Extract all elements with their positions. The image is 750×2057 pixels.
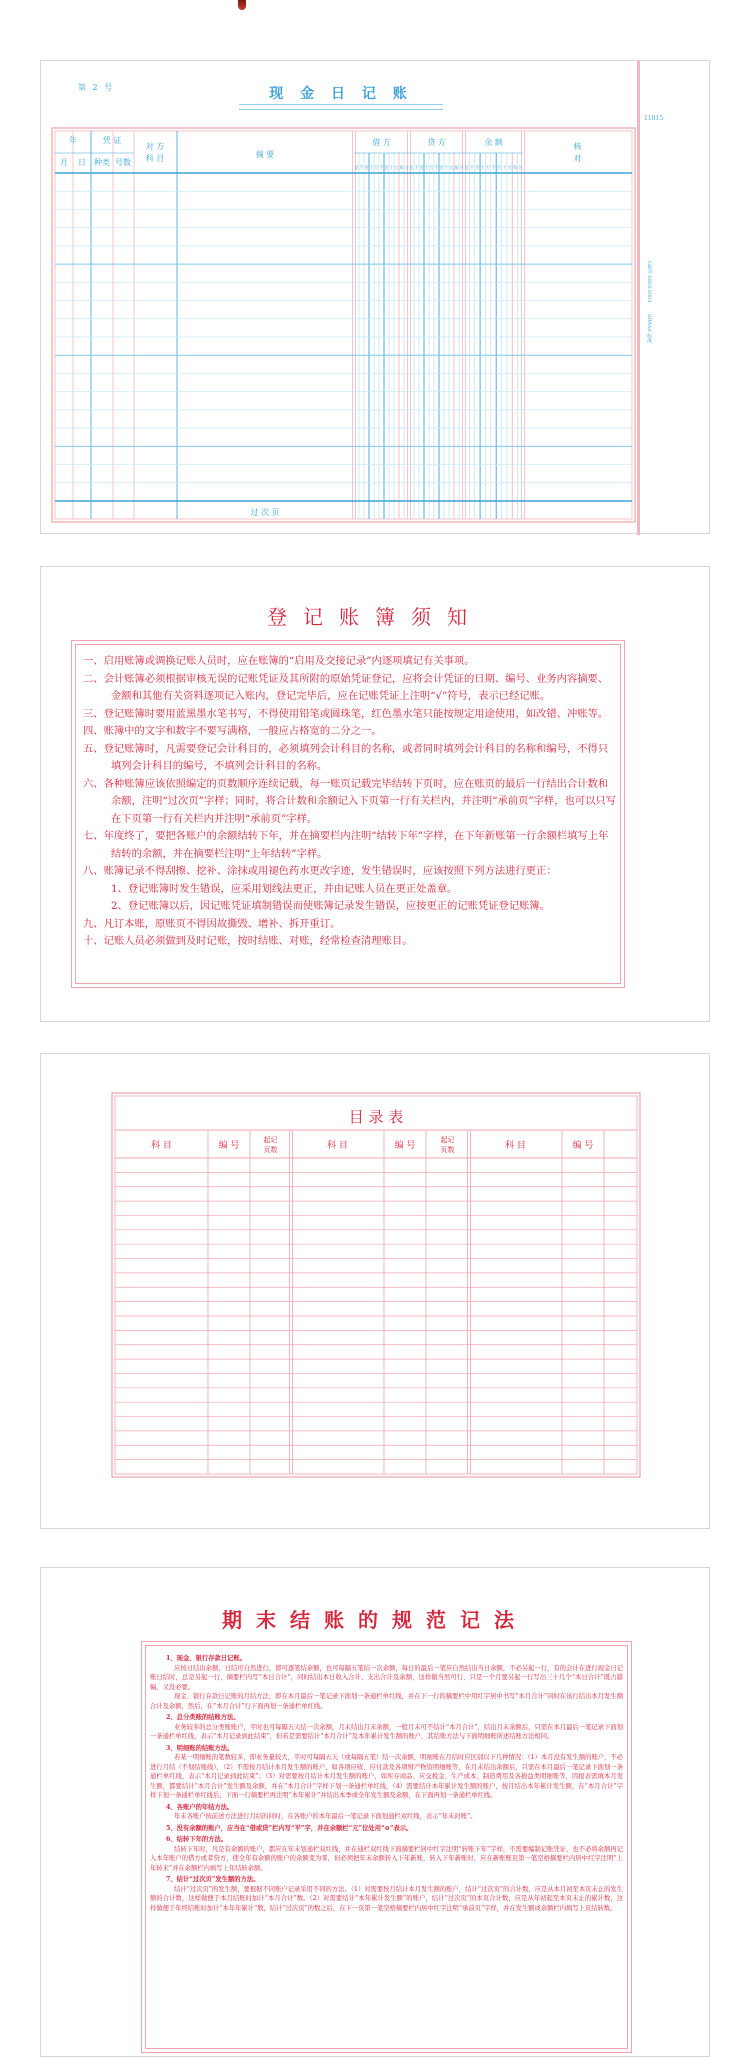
header-start-page-2: 页数 <box>263 1146 278 1154</box>
header-voucher-no: 号数 <box>115 158 131 167</box>
header-summary: 摘 要 <box>255 150 275 159</box>
notice-subitem: 2、登记账簿以后，因记账凭证填制错误而使账簿记录发生错误，应按更正的记账凭证登记账簿。 <box>111 900 551 912</box>
section-heading: 3、明细账的结账方法。 <box>166 1744 234 1752</box>
digit-label: 万 <box>485 166 491 171</box>
header-counter-account: 对 方 <box>145 142 165 151</box>
notice-box <box>71 640 625 988</box>
notice-item: 九、凡订本账，原账页不得因故撕毁、增补、拆开重订。 <box>83 917 341 930</box>
side-brand-text: SIMAA 标准 <box>646 314 652 344</box>
section-heading: 2、总分类账的结账方法。 <box>166 1714 240 1721</box>
digit-label: 千 <box>359 166 364 171</box>
table-frame-inner <box>115 1096 637 1474</box>
header-check: 核 <box>573 142 582 151</box>
header-year: 年 <box>69 136 77 145</box>
cash-journal-page <box>40 60 710 534</box>
digit-label: 万 <box>374 166 379 171</box>
form-code: 11015 <box>644 115 664 122</box>
digit-label: 百 <box>384 166 389 171</box>
header-credit: 贷 方 <box>427 138 446 147</box>
header-counter-account-2: 科 目 <box>145 154 165 163</box>
section-heading: 6、结转下年的方法。 <box>166 1836 228 1843</box>
notice-item: 五、登记账簿时，凡需要登记会计科目的，必须填列会计科目的名称，或者同时填列会计科目的名称和编号，不得只填列会计科目的编号，不填列会计科目的名称。 <box>83 742 609 772</box>
header-number: 编 号 <box>218 1141 240 1151</box>
bookkeeping-notice-page <box>40 566 710 1022</box>
digit-label: 百 <box>364 166 369 171</box>
footer-carry-forward: 过 次 页 <box>250 508 280 517</box>
ledger-grid <box>51 127 636 523</box>
closing-title: 期末结账的规范记法 <box>222 1608 528 1632</box>
digit-label: 分 <box>459 166 464 171</box>
header-balance: 余 额 <box>484 138 503 147</box>
contents-title: 目 录 表 <box>348 1108 404 1126</box>
digit-label: 十 <box>480 166 486 171</box>
header-voucher-type: 种类 <box>94 158 110 167</box>
header-start-page: 起记 <box>263 1136 278 1144</box>
ledger-frame <box>52 128 635 522</box>
section-heading: 4、各账户的年结方法。 <box>166 1803 234 1811</box>
header-start-page-2: 页数 <box>440 1146 455 1154</box>
ledger-frame-inner <box>55 131 632 519</box>
digit-label: 元 <box>507 166 512 171</box>
digit-label: 分 <box>518 166 523 171</box>
digit-label: 角 <box>512 166 518 171</box>
header-check-2: 对 <box>573 154 582 163</box>
digit-label: 十 <box>444 166 449 171</box>
notice-item: 四、账簿中的文字和数字不要写满格，一般应占格宽的二分之一。 <box>83 725 382 737</box>
header-day: 日 <box>78 158 86 167</box>
notice-item: 七、年度终了，要把各账户的余额结转下年，并在摘要栏内注明“结转下年”字样，在下年新账第一行余额栏填写上年结转的余额，并在摘要栏注明“上年结转”字样。 <box>83 830 609 860</box>
notice-subitem: 1、登记账簿时发生错误，应采用划线法更正，并由记账人员在更正处盖章。 <box>111 882 458 895</box>
header-subject: 科 目 <box>151 1141 172 1151</box>
digit-label: 千 <box>469 166 475 171</box>
contents-table <box>111 1092 641 1478</box>
page-number: 第 2 号 <box>78 83 115 92</box>
digit-label: 角 <box>454 166 459 171</box>
section-paragraph: 结计“过次页”的发生额，要根据不同账户记录采用不同的方法。（1）对需要按月结计本月发生额的账户，结计“过次页”的合计数，应是从本月初至本页末止的发生额的合计数，这样做便于本月结账时加计“本月合计”数。（2）对需要结计“本年累计发生额”的账户，结计“过次页”的本页合计数，应是从年初起至本页末止的累计数，这样做便于年终结账时加计“本年年累计”数，结计“过次页”的数之后，在下一页第一笔空格摘要栏内居中红字注明“承前页”字样，并在发生额或余额栏内填写上页结转数。 <box>150 1885 623 1912</box>
digit-label: 分 <box>404 166 409 171</box>
digit-label: 百 <box>475 166 480 171</box>
header-subject: 科 目 <box>505 1141 526 1151</box>
digit-label: 千 <box>491 166 496 171</box>
section-paragraph: 结转下年时，凡是有余额的账户，都应在年末划通栏双红线，并在通栏双红线下面摘要栏居中红字注明“转账下年”字样，不需要编制记账凭证，也不必将余额再记入本年账户的借方或者贷方，使全年有余额的账户的余额变为零，但必须把年末余额转入下年新账，转入下年新账时，应在新账账页第一笔空格摘要栏内居中红字注明“上年转来”并在余额栏内填写上年结转余额。 <box>150 1845 623 1872</box>
section-heading: 1、现金、银行存款日记账。 <box>166 1655 246 1662</box>
notice-item: 二、会计账簿必须根据审核无误的记账凭证及其所附的原始凭证登记，应将会计凭证的日期、编号、业务内容摘要、金额和其他有关资料逐项记入账内，登记完毕后，应在记账凭证上注明“√”符号，表示已经记账。 <box>83 672 609 702</box>
digit-label: 百 <box>496 166 502 171</box>
section-paragraph: 年末各账户按前述方法进行月结的同时，在各账户的本年最后一笔记录下面划通栏双红线，表示“年末封账”。 <box>174 1813 477 1820</box>
digit-label: 十 <box>501 166 507 171</box>
digit-label: 十 <box>424 166 429 171</box>
period-end-closing-page <box>40 1567 710 2057</box>
title-underline <box>239 104 443 110</box>
digit-label: 万 <box>429 166 434 171</box>
section-paragraph: 若某一明细账的笔数较多，即业务量较大，平时可每隔五天（或每隔五笔）结一次余额，明细账在月结时应区别以下几种情况：（1）本月没有发生额的账户，不必进行月结（不划结账线），（2）不需按月结计本月发生额的账户，如各项应收、应付款及各项财产物资明细账等，在月末结出余额后，只需在本月最后一笔记录下面划一条通栏单红线，表示“本月记录到此结束”；（3）对需要按月结计本月发生额的账户，如库存商品、应交税金、生产成本、制造费用及各损益类明细账等，因报表需填本月发生额，都要结计“本月合计”发生额及余额，并在“本月合计”字样下划一条通栏单红线，（4）需要结计本年累计发生额的账户，按月结出本年累计发生额，在“本月合计”字样下划一条通栏单红线后，下面一行摘要栏再注明“本年累计”并结出本季或全年发生额及余额，在下面再划一条通栏单红线。 <box>150 1754 623 1799</box>
header-number: 编 号 <box>572 1141 594 1151</box>
notice-item: 八、账簿记录不得刮擦、挖补、涂抹或用褪色药水更改字迹，发生错误时，应该按照下列方法进行更正： <box>83 865 557 877</box>
digit-label: 亿 <box>354 166 359 171</box>
header-month: 月 <box>60 158 68 167</box>
header-debit: 借 方 <box>372 138 391 147</box>
digit-label: 千 <box>414 166 419 171</box>
section-heading: 5、没有余额的账户，应当在“借或贷”栏内写“平”字，并在余额栏“元”位处用“⊖”表示。 <box>166 1824 413 1832</box>
closing-box <box>141 1641 632 2053</box>
digit-label: 亿 <box>409 166 414 171</box>
pen-tip-decoration <box>238 0 246 10</box>
contents-table-page <box>40 1053 710 1529</box>
section-heading: 7、结计“过次页”发生额的方法。 <box>166 1876 260 1883</box>
digit-label: 元 <box>394 166 399 171</box>
digit-label: 千 <box>434 166 439 171</box>
header-voucher: 凭 证 <box>102 136 122 145</box>
section-paragraph: 业务较多的总分类账账户，平时也可每隔五天结一次余额，月末结出月末余额，一般月末可不结计“本月合计”，结出月末余额后，只需在本月最后一笔记录下面划一条通栏单红线，表示“本月记录到此结束”，但若是需要结计“本月合计”及本年累计发生额的账户，其结账方法与下面明细账所述结账方法相同。 <box>150 1723 623 1740</box>
side-standard-text: GB/T 0003-2003 <box>646 261 652 303</box>
digit-label: 亿 <box>464 166 469 171</box>
table-frame <box>112 1093 640 1477</box>
journal-title: 现 金 日 记 账 <box>269 86 413 102</box>
digit-label: 十 <box>369 166 374 171</box>
binding-margin-line <box>637 61 640 535</box>
header-number: 编 号 <box>394 1141 416 1151</box>
digit-label: 元 <box>449 166 454 171</box>
section-paragraph: 现金、银行存款日记账的月结方法，即在本月最后一笔记录下面划一条通栏单红线，并在下一行的摘要栏中用红字居中书写“本月合计”同时在该行结出本月发生额合计及余额，然后，在“本月合计”行下面再划一条通栏单红线。 <box>150 1693 623 1710</box>
notice-title: 登记账簿须知 <box>267 605 483 629</box>
header-subject: 科 目 <box>327 1141 348 1151</box>
notice-item: 一、启用账簿或调换记账人员时，应在账簿的“启用及交接记录”内逐项填记有关事项。 <box>83 655 475 667</box>
digit-label: 百 <box>439 166 444 171</box>
digit-label: 百 <box>419 166 424 171</box>
digit-label: 十 <box>389 166 394 171</box>
digit-label: 角 <box>399 166 404 171</box>
notice-list <box>83 653 616 951</box>
header-start-page: 起记 <box>440 1136 455 1144</box>
notice-item: 六、各种账簿应该依照编定的页数顺序连续记载，每一账页记载完毕结转下页时，应在账页的最后一行结出合计数和余额，注明“过次页”字样；同时，将合计数和余额记入下页第一行有关栏内，并注明“承前页”字样，也可以只写在下页第一行有关栏内并注明“承前页”字样。 <box>83 777 617 825</box>
closing-content <box>150 1652 623 1913</box>
section-paragraph: 应按日结出余额，日结可自然进行，即可逐笔结余额，也可每隔五笔结一次余额，每日的最后一笔应自然结出当日余额，不必另起一行，有的会计在进行现金日记账日结时，总是另起一行，摘要栏内写“本日合计”，同时结出本日收入合计、支出合计及余额，这样做当然可行，只是一个月要另起一行写出三十几个“本日合计”既占篇幅，又没必要。 <box>150 1664 623 1691</box>
notice-item: 十、记账人员必须做到及时记账，按时结账、对账，经常检查清理账目。 <box>83 935 413 947</box>
digit-label: 千 <box>379 166 384 171</box>
notice-item: 三、登记账簿时要用蓝黑墨水笔书写，不得使用铅笔或圆珠笔，红色墨水笔只能按规定用途使用，如改错、冲账等。 <box>83 707 609 720</box>
